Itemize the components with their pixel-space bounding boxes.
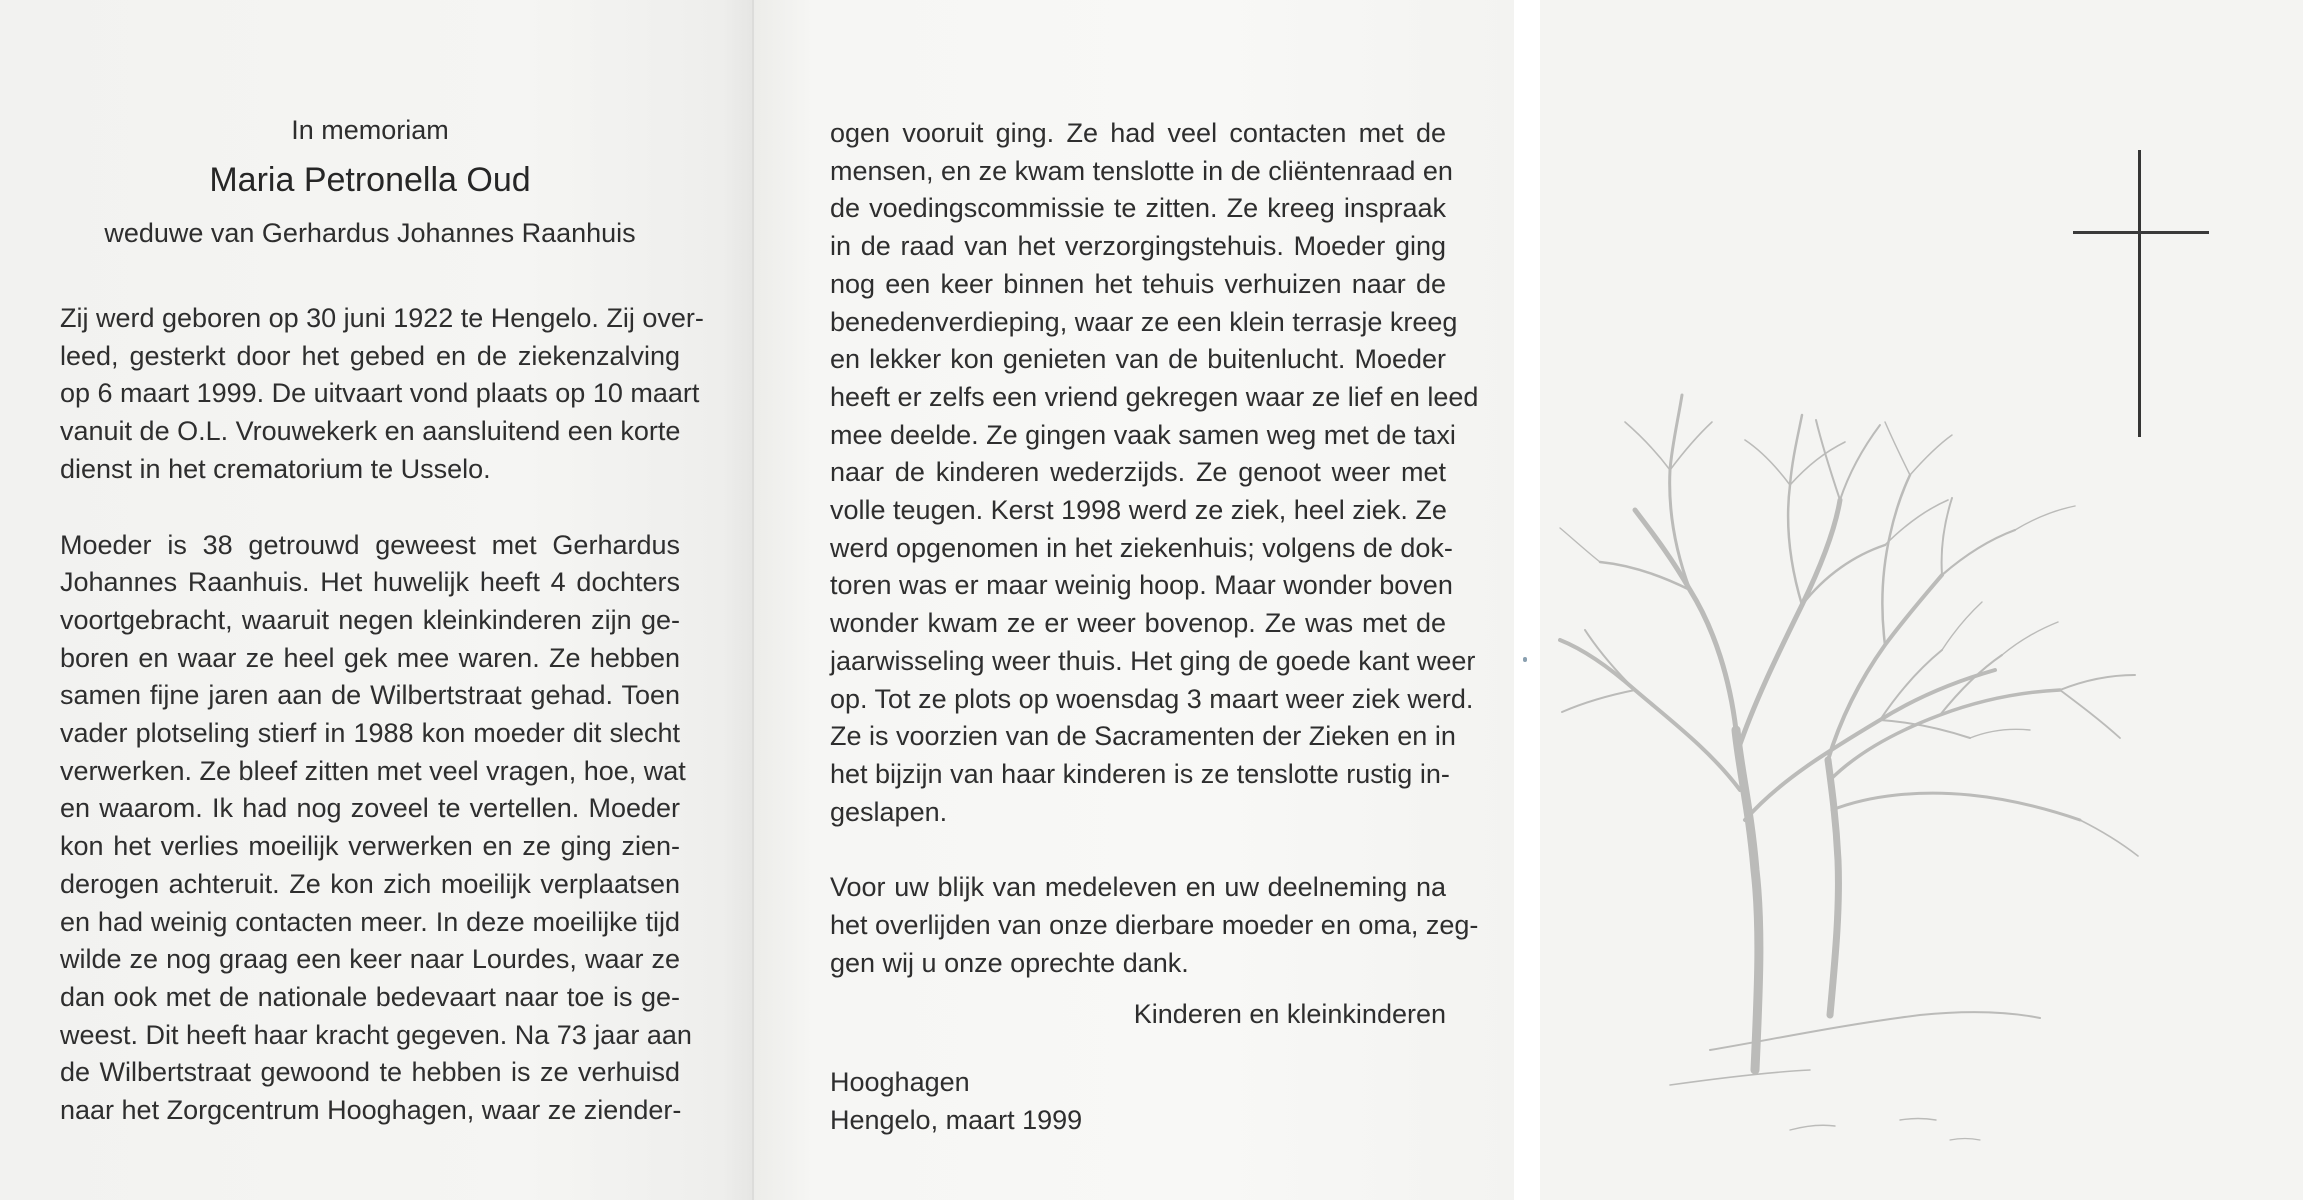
text-line: het bijzijn van haar kinderen is ze tenslotte rustig in- bbox=[830, 758, 1450, 789]
text-line: verwerken. Ze bleef zitten met veel vragen, hoe, wat bbox=[60, 755, 686, 786]
text-line: Johannes Raanhuis. Het huwelijk heeft 4 dochters bbox=[60, 567, 680, 598]
text-line: naar de kinderen wederzijds. Ze genoot weer met bbox=[830, 457, 1446, 488]
text-line: nog een keer binnen het tehuis verhuizen naar de bbox=[830, 268, 1446, 299]
text-line: vanuit de O.L. Vrouwekerk en aansluitend een korte bbox=[60, 416, 681, 447]
text-line: weest. Dit heeft haar kracht gegeven. Na 73 jaar aan bbox=[60, 1019, 692, 1050]
text-line: vader plotseling stierf in 1988 kon moeder dit slecht bbox=[60, 718, 680, 749]
text-line: voortgebracht, waaruit negen kleinkinderen zijn ge- bbox=[60, 604, 680, 635]
text-line: Moeder is 38 getrouwd geweest met Gerhardus bbox=[60, 529, 680, 560]
text-line: Zij werd geboren op 30 juni 1922 te Hengelo. Zij over- bbox=[60, 303, 704, 333]
signature-line: Kinderen en kleinkinderen bbox=[1133, 999, 1446, 1030]
thanks-paragraph bbox=[830, 869, 1479, 982]
text-line: en had weinig contacten meer. In deze moeilijke tijd bbox=[60, 906, 680, 937]
text-line: mee deelde. Ze gingen vaak samen weg met de taxi bbox=[830, 419, 1456, 450]
text-line: samen fijne jaren aan de Wilbertstraat gehad. Toen bbox=[60, 680, 680, 711]
text-line: de voedingscommissie te zitten. Ze kreeg inspraak bbox=[830, 193, 1446, 224]
text-line: leed, gesterkt door het gebed en de ziekenzalving bbox=[60, 340, 680, 371]
text-line: en lekker kon genieten van de buitenlucht. Moeder bbox=[830, 344, 1446, 375]
text-line: op 6 maart 1999. De uitvaart vond plaats op 10 maart bbox=[60, 378, 700, 409]
text-line: het overlijden van onze dierbare moeder en oma, zeg- bbox=[830, 910, 1479, 941]
biography-paragraph-1 bbox=[60, 300, 704, 489]
text-line: boren en waar ze heel gek mee waren. Ze hebben bbox=[60, 642, 680, 673]
text-line: benedenverdieping, waar ze een klein terrasje kreeg bbox=[830, 306, 1458, 337]
text-line: toren was er maar weinig hoop. Maar wonder boven bbox=[830, 570, 1453, 601]
text-line: derogen achteruit. Ze kon zich moeilijk verplaatsen bbox=[60, 868, 680, 899]
text-line: mensen, en ze kwam tenslotte in de cliëntenraad en bbox=[830, 155, 1453, 186]
text-line: dienst in het crematorium te Usselo. bbox=[60, 453, 491, 484]
place-line: Hooghagen bbox=[830, 1067, 970, 1098]
text-line: dan ook met de nationale bedevaart naar toe is ge- bbox=[60, 981, 680, 1012]
cross-horizontal-bar bbox=[2073, 231, 2209, 234]
biography-paragraph-2 bbox=[60, 527, 692, 1130]
text-line: geslapen. bbox=[830, 796, 948, 827]
deceased-name: Maria Petronella Oud bbox=[209, 161, 531, 199]
text-line: de Wilbertstraat gewoond te hebben is ze verhuisd bbox=[60, 1057, 680, 1088]
left-text-column bbox=[60, 108, 704, 1130]
middle-text-column bbox=[830, 115, 1479, 1140]
text-line: jaarwisseling weer thuis. Het ging de goede kant weer bbox=[830, 645, 1476, 676]
biography-paragraph-3 bbox=[830, 115, 1479, 831]
text-line: volle teugen. Kerst 1998 werd ze ziek, heel ziek. Ze bbox=[830, 495, 1447, 526]
text-line: in de raad van het verzorgingstehuis. Moeder ging bbox=[830, 231, 1446, 262]
text-line: heeft er zelfs een vriend gekregen waar ze lief en leed bbox=[830, 381, 1479, 412]
text-line: en waarom. Ik had nog zoveel te vertellen. Moeder bbox=[60, 793, 680, 824]
text-line: gen wij u onze oprechte dank. bbox=[830, 947, 1189, 978]
text-line: Voor uw blijk van medeleven en uw deelneming na bbox=[830, 872, 1446, 903]
in-memoriam-label: In memoriam bbox=[291, 115, 449, 145]
text-line: wilde ze nog graag een keer naar Lourdes, waar ze bbox=[60, 944, 680, 975]
scan-speck bbox=[1523, 657, 1527, 662]
text-line: wonder kwam ze er weer bovenop. Ze was met de bbox=[830, 608, 1446, 639]
place-date-line: Hengelo, maart 1999 bbox=[830, 1104, 1083, 1135]
text-line: werd opgenomen in het ziekenhuis; volgens de dok- bbox=[830, 532, 1453, 563]
text-line: op. Tot ze plots op woensdag 3 maart weer ziek werd. bbox=[830, 683, 1474, 714]
widow-of-line: weduwe van Gerhardus Johannes Raanhuis bbox=[104, 218, 636, 248]
text-line: ogen vooruit ging. Ze had veel contacten met de bbox=[830, 118, 1446, 148]
text-line: naar het Zorgcentrum Hooghagen, waar ze ziender- bbox=[60, 1095, 682, 1126]
text-line: Ze is voorzien van de Sacramenten der Zieken en in bbox=[830, 721, 1456, 752]
bare-trees-sketch-icon bbox=[1540, 350, 2303, 1200]
scan-gap bbox=[1514, 0, 1540, 1200]
fold-line bbox=[752, 0, 754, 1200]
text-line: kon het verlies moeilijk verwerken en ze ging zien- bbox=[60, 831, 680, 862]
